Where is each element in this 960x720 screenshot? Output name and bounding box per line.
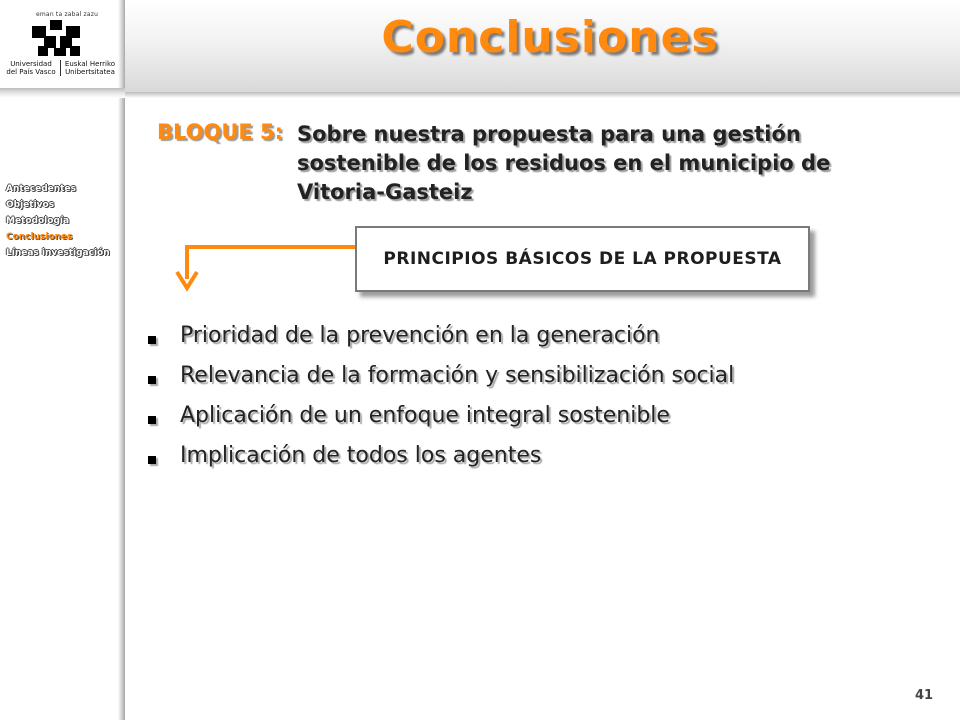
block-label: BLOQUE 5: xyxy=(157,120,284,144)
list-item xyxy=(148,399,868,439)
bullet-square-icon xyxy=(148,416,156,424)
bullet-square-icon xyxy=(148,456,156,464)
header-shadow xyxy=(125,92,960,98)
bullet-square-icon xyxy=(148,376,156,384)
nav-item-antecedentes[interactable]: Antecedentes xyxy=(6,184,76,194)
list-item xyxy=(148,319,868,359)
section-nav xyxy=(6,181,118,261)
logo-name-eu: Euskal Herriko Unibertsitatea xyxy=(64,60,116,76)
principles-box: PRINCIPIOS BÁSICOS DE LA PROPUESTA xyxy=(355,226,810,292)
connector-line xyxy=(185,245,355,249)
list-item-text: Prioridad de la prevención en la generación xyxy=(180,323,660,348)
university-emblem-icon xyxy=(30,20,94,58)
logo-bottom-line xyxy=(0,88,125,98)
nav-item-conclusiones[interactable]: Conclusiones xyxy=(6,232,73,242)
logo-name-divider xyxy=(60,60,61,76)
bullet-square-icon xyxy=(148,336,156,344)
list-item-text: Implicación de todos los agentes xyxy=(180,443,542,468)
logo-motto: eman ta zabal zazu xyxy=(36,11,99,18)
nav-item-objetivos[interactable]: Objetivos xyxy=(6,200,55,210)
sidebar-band xyxy=(118,98,125,720)
university-logo xyxy=(0,0,118,88)
slide-title: Conclusiones xyxy=(381,12,719,63)
list-item-text: Relevancia de la formación y sensibilización social xyxy=(180,363,735,388)
list-item xyxy=(148,439,868,479)
list-item-text: Aplicación de un enfoque integral sostenible xyxy=(180,403,670,428)
logo-name-es: Universidad del País Vasco xyxy=(6,60,56,76)
nav-item-lineas-investigacion[interactable]: Líneas investigación xyxy=(6,248,110,258)
nav-item-metodologia[interactable]: Metodología xyxy=(6,216,70,226)
logo-divider-line xyxy=(118,0,125,92)
arrow-down-icon xyxy=(174,268,200,292)
block-heading: Sobre nuestra propuesta para una gestión sostenible de los residuos en el municipio de Vitoria-Gasteiz xyxy=(297,122,831,204)
list-item xyxy=(148,359,868,399)
principles-list xyxy=(148,319,868,479)
page-number: 41 xyxy=(915,688,934,703)
